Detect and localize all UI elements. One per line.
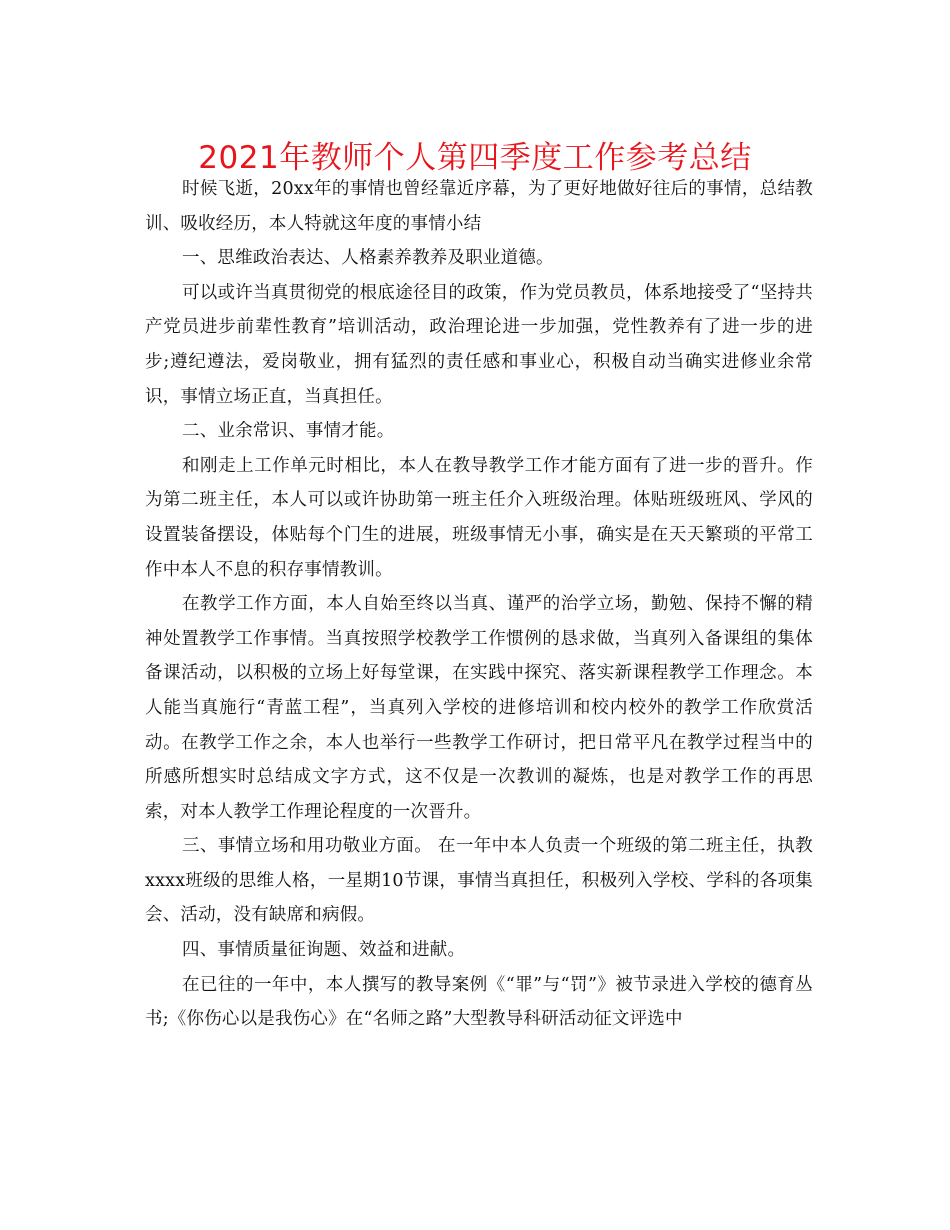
document-title: 2021年教师个人第四季度工作参考总结: [198, 140, 752, 176]
document-body: [145, 172, 813, 1037]
section-heading-1: 一、思维政治表达、人格素养教养及职业道德。: [182, 248, 554, 269]
paragraph-class-management: 和刚走上工作单元时相比，本人在教导教学工作才能方面有了进一步的晋升。作为第二班主任，本人可以或许协助第一班主任介入班级治理。体贴班级班风、学风的设置装备摆设，体贴每个门生的进展，班级事情无小事，确实是在天天繁琐的平常工作中本人不息的积存事情教训。: [145, 455, 813, 580]
paragraph-teaching: 在教学工作方面，本人自始至终以当真、谨严的治学立场，勤勉、保持不懈的精神处置教学工作事情。当真按照学校教学工作惯例的恳求做，当真列入备课组的集体备课活动，以积极的立场上好每堂课，在实践中探究、落实新课程教学工作理念。本人能当真施行“青蓝工程”，当真列入学校的进修培训和校内校外的教学工作欣赏活动。在教学工作之余，本人也举行一些教学工作研讨，把日常平凡在教学过程当中的所感所想实时总结成文字方式，这不仅是一次教训的凝炼，也是对教学工作的再思索，对本人教学工作理论程度的一次晋升。: [145, 594, 813, 822]
section-heading-2: 二、业余常识、事情才能。: [182, 421, 395, 442]
paragraph-politics: 可以或许当真贯彻党的根底途径目的政策，作为党员教员，体系地接受了“坚持共产党员进步前辈性教育”培训活动，政治理论进一步加强，党性教养有了进一步的进步;遵纪遵法，爱岗敬业，拥有猛烈的责任感和事业心，积极自动当确实进修业余常识，事情立场正直，当真担任。: [145, 282, 813, 407]
section-heading-4: 四、事情质量征询题、效益和进献。: [182, 940, 466, 961]
paragraph-intro: 时候飞逝，20xx年的事情也曾经靠近序幕，为了更好地做好往后的事情，总结教训、吸收经历，本人特就这年度的事情小结: [145, 179, 813, 234]
section-heading-3-paragraph: 三、事情立场和用功敬业方面。 在一年中本人负责一个班级的第二班主任，执教xxxx班级的思维人格，一星期10节课，事情当真担任，积极列入学校、学科的各项集会、活动，没有缺席和病假。: [145, 836, 813, 926]
paragraph-achievements: 在已往的一年中，本人撰写的教导案例《“罪”与“罚”》被节录进入学校的德育丛书;《你伤心以是我伤心》在“名师之路”大型教导科研活动征文评选中: [145, 974, 813, 1030]
